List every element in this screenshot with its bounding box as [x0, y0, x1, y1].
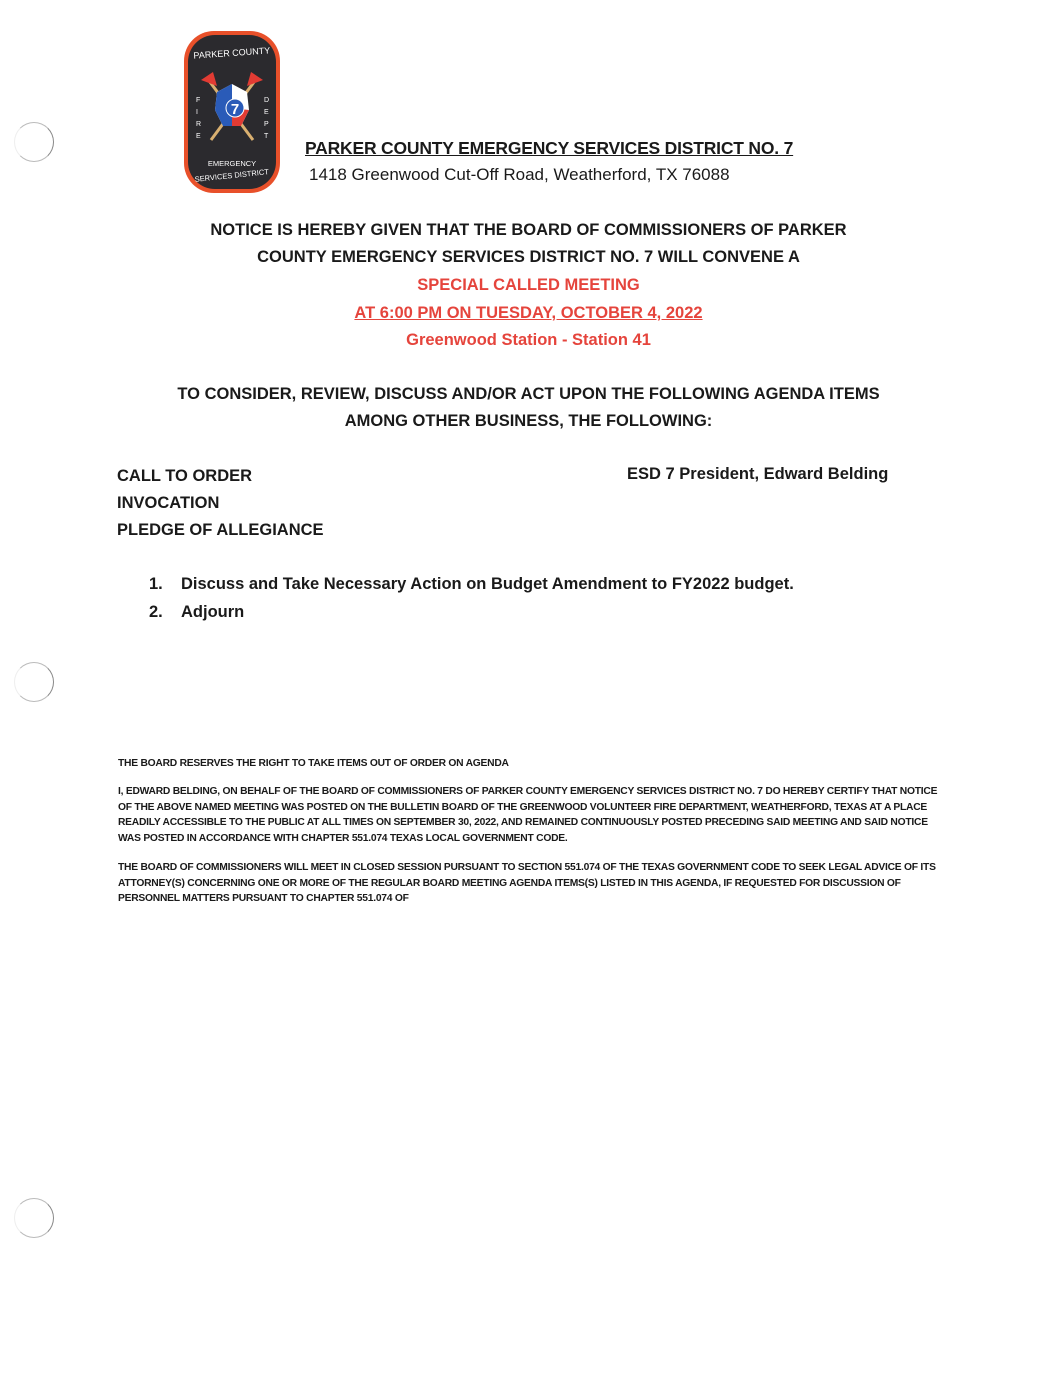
certification: I, EDWARD BELDING, ON BEHALF OF THE BOARD OF COMMISSIONERS OF PARKER COUNTY EMERGENCY SERVICES DISTRICT NO. 7 DO HEREBY CERTIFY THAT NOTICE OF THE ABOVE NAMED MEETING WAS POSTED ON THE BULLETIN BOARD OF THE GREENWOOD VOLUNTEER FIRE DEPARTMENT, WEATHERFORD, TEXAS AT A PLACE READILY ACCESSIBLE TO THE PUBLIC AT ALL TIMES ON SEPTEMBER 30, 2022, AND REMAINED CONTINUOUSLY POSTED PRECEDING SAID MEETING AND SAID NOTICE WAS POSTED IN ACCORDANCE WITH CHAPTER 551.074 TEXAS LOCAL GOVERNMENT CODE.: [118, 786, 938, 844]
pledge: PLEDGE OF ALLEGIANCE: [117, 521, 324, 539]
org-name: PARKER COUNTY EMERGENCY SERVICES DISTRICT NO. 7: [305, 138, 794, 158]
notice-line-2: COUNTY EMERGENCY SERVICES DISTRICT NO. 7 WILL CONVENE A: [257, 248, 800, 266]
svg-text:D: D: [264, 97, 270, 104]
svg-text:P: P: [264, 121, 269, 128]
agenda-text: Adjourn: [181, 603, 245, 621]
svg-text:E: E: [264, 109, 269, 116]
org-address: 1418 Greenwood Cut-Off Road, Weatherford, TX 76088: [309, 165, 730, 184]
presider: ESD 7 President, Edward Belding: [627, 465, 889, 483]
meeting-type: SPECIAL CALLED MEETING: [417, 276, 640, 294]
agenda-item: [149, 603, 244, 622]
agenda-num: 2.: [149, 603, 163, 621]
svg-text:I: I: [196, 109, 198, 116]
consider-line-2: AMONG OTHER BUSINESS, THE FOLLOWING:: [344, 412, 713, 430]
consider-line-1: TO CONSIDER, REVIEW, DISCUSS AND/OR ACT UPON THE FOLLOWING AGENDA ITEMS: [177, 385, 880, 403]
call-to-order: CALL TO ORDER: [117, 467, 253, 485]
svg-text:PARKER COUNTY: PARKER COUNTY: [193, 45, 271, 61]
svg-text:R: R: [196, 121, 202, 128]
meeting-datetime: AT 6:00 PM ON TUESDAY, OCTOBER 4, 2022: [354, 304, 703, 322]
agenda-text: Discuss and Take Necessary Action on Budget Amendment to FY2022 budget.: [181, 575, 794, 593]
binder-hole: [14, 1198, 54, 1238]
binder-hole: [14, 122, 54, 162]
meeting-location: Greenwood Station - Station 41: [406, 331, 651, 349]
svg-text:EMERGENCY: EMERGENCY: [207, 159, 257, 168]
svg-text:E: E: [196, 133, 201, 140]
closed-session-notice: THE BOARD OF COMMISSIONERS WILL MEET IN CLOSED SESSION PURSUANT TO SECTION 551.074 OF THE TEXAS GOVERNMENT CODE TO SEEK LEGAL ADVICE OF ITS ATTORNEY(S) CONCERNING ONE OR MORE OF THE REGULAR BOARD MEETING AGENDA ITEMS(S) LISTED IN THIS AGENDA, IF REQUESTED FOR DISCUSSION OF PERSONNEL MATTERS PURSUANT TO CHAPTER 551.074 OF: [118, 862, 936, 904]
notice-line-1: NOTICE IS HEREBY GIVEN THAT THE BOARD OF COMMISSIONERS OF PARKER: [210, 221, 847, 239]
svg-text:SERVICES DISTRICT: SERVICES DISTRICT: [194, 167, 270, 184]
svg-text:7: 7: [230, 101, 240, 118]
svg-text:F: F: [196, 97, 201, 104]
invocation: INVOCATION: [117, 494, 220, 512]
agenda-item: [149, 575, 794, 594]
fire-dept-logo: [183, 30, 281, 194]
agenda-num: 1.: [149, 575, 163, 593]
binder-hole: [14, 662, 54, 702]
svg-text:T: T: [264, 133, 269, 140]
reserve-notice: THE BOARD RESERVES THE RIGHT TO TAKE ITEMS OUT OF ORDER ON AGENDA: [118, 758, 509, 769]
